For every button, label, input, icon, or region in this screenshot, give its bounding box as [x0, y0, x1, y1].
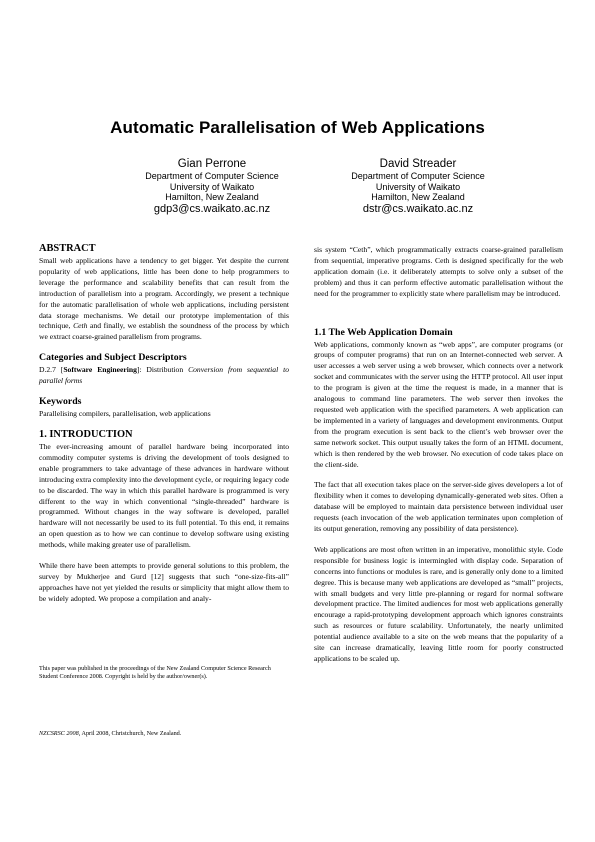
author-department: Department of Computer Science	[145, 171, 279, 181]
web-app-paragraph-3: Web applications are most often written in an imperative, monolithic style. Code responsible for business logic is intermingled with display code. Separation of concerns into functions or modules is rare, and is generally only done to a limited degree. This is because many web applications are developed as “small” projects, with small budgets and very little pre-planning or regard for normal software development practice. The limited audiences for most web applications generally encourage a rapid-prototyping development approach which ignores constraints such as resources or future scalability. Unfortunately, the nearly unlimited potential audience available to a site on the web means that the popularity of a site can increase dramatically, leaving little room for poorly constructed applications to be scaled up.	[314, 544, 563, 663]
categories-heading: Categories and Subject Descriptors	[39, 352, 187, 364]
author-email: gdp3@cs.waikato.ac.nz	[153, 202, 271, 215]
introduction-paragraph-1: The ever-increasing amount of parallel hardware being incorporated into commodity computer systems is driving the development of tools designed to enable programmers to take advantage of these advances in hardware without introducing extra complexity into the development cycle, or requiring legacy code to be discarded. The way in which this parallel hardware is programmed is very different to the way in which conventional “single-threaded” hardware is programmed. Without changes in the way software is developed, parallel hardware will not necessarily be used to its full potential. To this end, it remains an open question as to how we can continue to develop software using existing methods, while making greater use of parallelism.	[39, 441, 289, 550]
left-column	[39, 243, 289, 605]
author-city: Hamilton, New Zealand	[371, 192, 465, 202]
venue-details: April 2008, Christchurch, New Zealand.	[81, 730, 182, 737]
author-email: dstr@cs.waikato.ac.nz	[362, 202, 474, 215]
author-name: David Streader	[379, 158, 457, 170]
web-app-paragraph-2: The fact that all execution takes place on the server-side gives developers a lot of flexibility when it comes to developing dynamically-generated web sites. Often a database will be employed to maintain data persistence between individual user requests (each invocation of the web application terminates upon completion of its output generation, removing any possibility of data persistence).	[314, 480, 563, 534]
section-heading-web-app-domain: 1.1 The Web Application Domain	[314, 326, 453, 338]
introduction-paragraph-2: While there have been attempts to provide general solutions to this problem, the survey by Mukherjee and Gurd [12] suggests that such “one-size-fits-all” approaches have not yet yielded the results or simplicity that might allow them to be widely adopted. We propose a compilation and analy-	[39, 561, 289, 603]
abstract-part-2: and finally, we establish the soundness of the process by which we extract coarse-grained parallelism from programs.	[39, 321, 289, 342]
abstract-text	[39, 256, 289, 343]
introduction-heading: 1. INTRODUCTION	[39, 428, 133, 440]
author-name: Gian Perrone	[177, 158, 247, 170]
categories-italic: Conversion from sequential to parallel forms	[39, 365, 289, 386]
author-department: Department of Computer Science	[351, 171, 485, 181]
categories-area: Software Engineering	[63, 365, 137, 375]
abstract-ceth: Ceth	[73, 321, 88, 331]
paper-title: Automatic Parallelisation of Web Applications	[110, 118, 485, 137]
abstract-part-1: Small web applications have a tendency to get bigger. Yet despite the current popularity of web applications, little has been done to help programmers to leverage the performance and scalability benefits that can result from the introduction of parallelism into a program. Accordingly, we present a technique for the automatic parallelisation of whole web applications, including persistent data storage mechanisms. We detail our prototype implementation of this technique,	[39, 256, 289, 331]
author-university: University of Waikato	[375, 181, 461, 192]
keywords-text: Parallelising compilers, parallelisation, web applications	[39, 409, 211, 419]
author-city: Hamilton, New Zealand	[165, 192, 259, 202]
right-column	[314, 245, 563, 665]
author-block-2	[308, 157, 528, 216]
categories-rest: ]: Distribution	[136, 365, 184, 375]
categories-code: D.2.7 [	[39, 365, 64, 375]
author-block-1	[102, 157, 322, 216]
categories-text	[39, 365, 289, 387]
author-university: University of Waikato	[169, 181, 255, 192]
intro-continued-paragraph: sis system “Ceth”, which programmatically extracts coarse-grained parallelism from sequential, imperative programs. Ceth is designed specifically for the web application domain (i.e. it deliberately attempts to solve only a subset of the problem) and thus it can perform effective automatic parallelisation without the need for the programmer to explicitly state where parallelism may be introduced.	[314, 245, 563, 298]
keywords-heading: Keywords	[39, 396, 82, 408]
venue-line	[39, 730, 181, 738]
copyright-footnote: This paper was published in the proceedings of the New Zealand Computer Science Research Student Conference 2008. Copyright is held by the author/owner(s).	[39, 665, 271, 681]
venue-name: NZCSRSC 2008,	[39, 730, 81, 737]
web-app-paragraph-1: Web applications, commonly known as “web apps”, are computer programs (or groups of computer programs) that run on an Internet-connected web server. A user accesses a web server using a web browser, which connects over a network socket and communicates with the server using the HTTP protocol. All user input to the program is given at the time the request is made, in a manner that is analogous to command line parameters. The web server then invokes the requested web application with the specified parameters. A web application can be implemented in a variety of languages and development environments. Output from the program execution is sent back to the client’s web browser over the same network socket. This output usually takes the form of an HTML document, which is then rendered by the web browser. No execution of code takes place on the client-side.	[314, 339, 563, 469]
abstract-heading: ABSTRACT	[39, 243, 96, 254]
